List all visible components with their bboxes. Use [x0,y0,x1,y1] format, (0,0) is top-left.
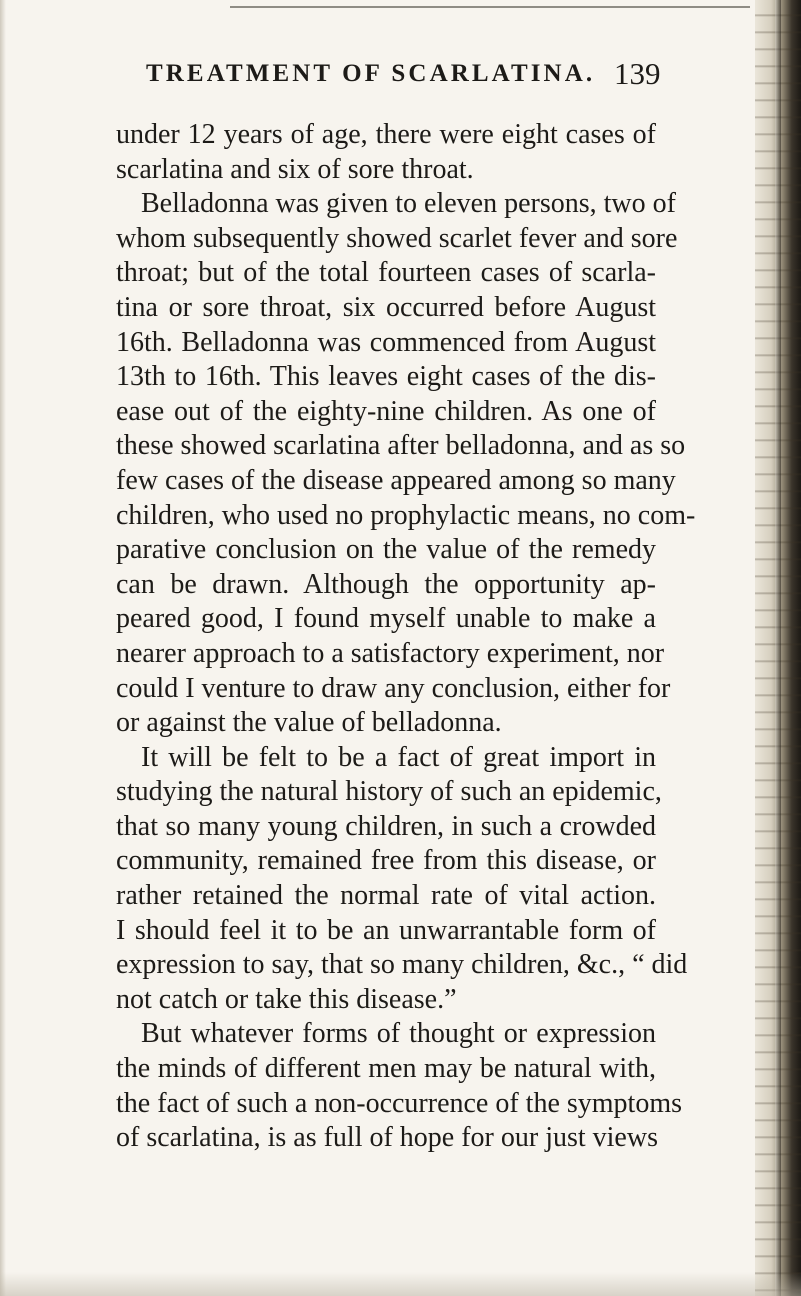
page-bottom-shadow [0,1272,801,1296]
text-line: throat; but of the total fourteen cases of scarla- [116,257,656,289]
text-line: these showed scarlatina after belladonna, and as so [116,430,686,462]
running-head: TREATMENT OF SCARLATINA. [146,60,596,87]
paragraph-first-line: But whatever forms of thought or expression [141,1018,656,1050]
text-line: can be drawn. Although the opportunity ap- [116,568,656,600]
text-line: tina or sore throat, six occurred before August [116,291,656,323]
text-line: children, who used no prophylactic means, no com- [116,499,696,531]
text-line: of scarlatina, is as full of hope for our just views [116,1122,658,1154]
text-line: community, remained free from this disease, or [116,845,656,877]
text-line: scarlatina and six of sore throat. [116,153,474,185]
text-line: the fact of such a non-occurrence of the symptoms [116,1087,683,1119]
text-line: under 12 years of age, there were eight cases of [116,119,656,150]
text-line: I should feel it to be an unwarrantable form of [116,914,656,946]
text-line: expression to say, that so many children, &c., “ did [116,949,688,981]
page-left-edge [0,0,6,1296]
text-line: could I venture to draw any conclusion, either for [116,672,671,704]
top-edge-rule [230,6,750,8]
text-line: peared good, I found myself unable to make a [116,603,656,635]
text-line: the minds of different men may be natural with, [116,1053,656,1085]
text-line: 13th to 16th. This leaves eight cases of the dis- [116,361,656,393]
text-line: nearer approach to a satisfactory experiment, nor [116,637,665,669]
text-line: few cases of the disease appeared among so many [116,464,676,496]
text-line: ease out of the eighty-nine children. As one of [116,395,656,427]
text-line: studying the natural history of such an epidemic, [116,776,662,808]
text-line: not catch or take this disease.” [116,983,457,1015]
text-line: parative conclusion on the value of the remedy [116,534,656,566]
text-line: rather retained the normal rate of vital action. [116,880,656,912]
book-binding-edge [755,0,801,1296]
text-line: whom subsequently showed scarlet fever and sore [116,222,678,254]
text-line: or against the value of belladonna. [116,707,502,739]
paragraph-first-line: It will be felt to be a fact of great import in [141,741,656,773]
page-number: 139 [614,56,661,91]
binding-shadow [775,0,781,1296]
body-text [116,118,696,1156]
paragraph-first-line: Belladonna was given to eleven persons, two of [141,188,676,220]
text-line: 16th. Belladonna was commenced from August [116,326,656,358]
text-line: that so many young children, in such a crowded [116,810,656,842]
